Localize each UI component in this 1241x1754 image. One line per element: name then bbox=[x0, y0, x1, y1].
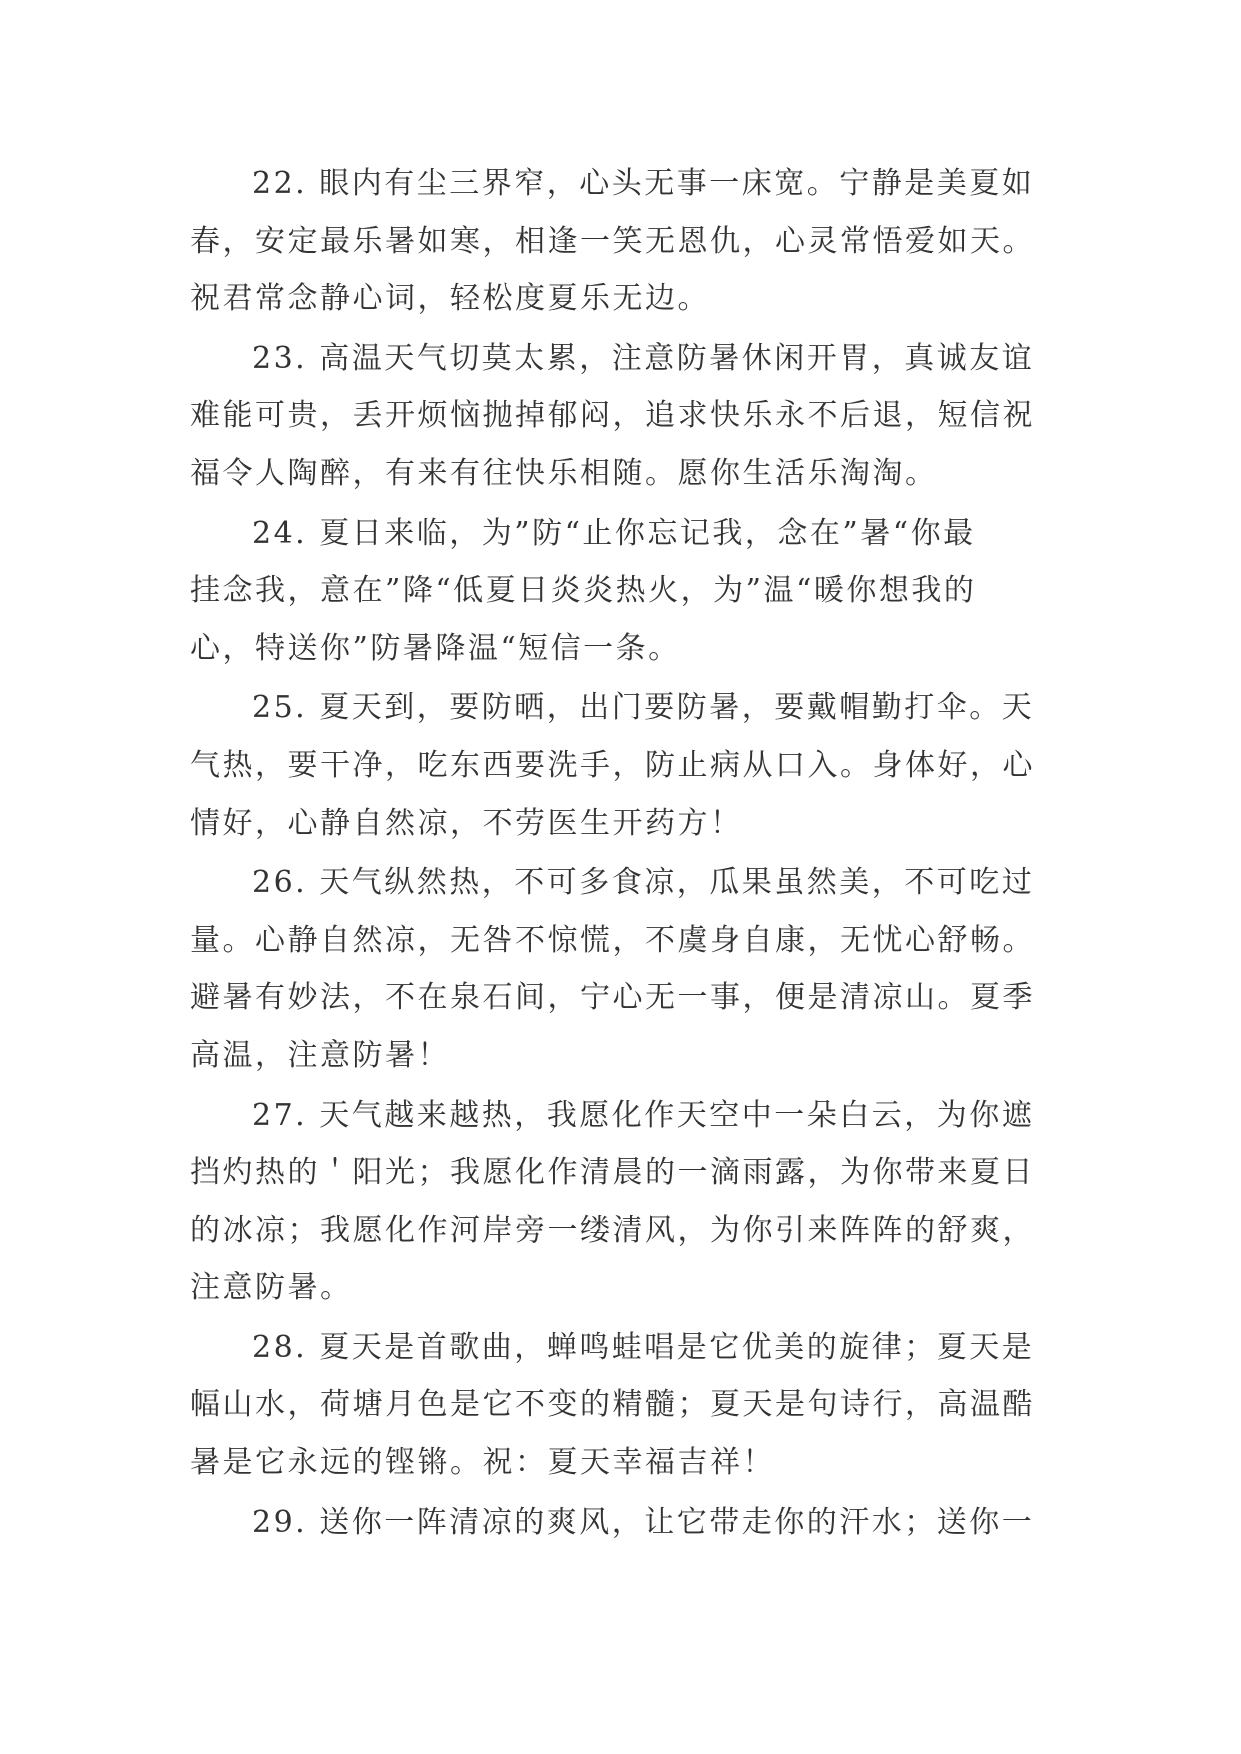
text-line: 气热，要干净，吃东西要洗手，防止病从口入。身体好，心 bbox=[190, 747, 1035, 783]
paragraph-22 bbox=[190, 155, 1090, 328]
text-line: 挡灼热的＇阳光；我愿化作清晨的一滴雨露，为你带来夏日 bbox=[190, 1155, 1035, 1191]
paragraph-29 bbox=[190, 1494, 1090, 1552]
text-line: 暑是它永远的铿锵。祝：夏天幸福吉祥！ bbox=[190, 1445, 775, 1481]
text-line: 27. 天气越来越热，我愿化作天空中一朵白云，为你遮 bbox=[252, 1097, 1035, 1133]
text-line: 注意防暑。 bbox=[190, 1270, 353, 1306]
text-line: 避暑有妙法，不在泉石间，宁心无一事，便是清凉山。夏季 bbox=[190, 980, 1035, 1016]
text-line: 难能可贵，丢开烦恼抛掉郁闷，追求快乐永不后退，短信祝 bbox=[190, 398, 1035, 434]
text-line: 的冰凉；我愿化作河岸旁一缕清风，为你引来阵阵的舒爽， bbox=[190, 1212, 1035, 1248]
text-line: 高温，注意防暑！ bbox=[190, 1037, 450, 1073]
paragraph-27 bbox=[190, 1087, 1090, 1317]
document-body bbox=[190, 155, 1090, 1553]
text-line: 情好，心静自然凉，不劳医生开药方！ bbox=[190, 805, 743, 841]
paragraph-28 bbox=[190, 1319, 1090, 1492]
text-line: 挂念我，意在”降“低夏日炎炎热火，为”温“暖你想我的 bbox=[190, 573, 977, 609]
paragraph-26 bbox=[190, 854, 1090, 1084]
paragraph-25 bbox=[190, 679, 1090, 852]
text-line: 25. 夏天到，要防晒，出门要防暑，要戴帽勤打伞。天 bbox=[252, 690, 1035, 726]
text-line: 福令人陶醉，有来有往快乐相随。愿你生活乐淘淘。 bbox=[190, 455, 938, 491]
text-line: 祝君常念静心词，轻松度夏乐无边。 bbox=[190, 281, 710, 317]
text-line: 春，安定最乐暑如寒，相逢一笑无恩仇，心灵常悟爱如天。 bbox=[190, 223, 1035, 259]
text-line: 23. 高温天气切莫太累，注意防暑休闲开胃，真诚友谊 bbox=[252, 340, 1035, 376]
paragraph-23 bbox=[190, 330, 1090, 503]
text-line: 心，特送你”防暑降温“短信一条。 bbox=[190, 630, 681, 666]
paragraph-24 bbox=[190, 505, 1090, 678]
text-line: 28. 夏天是首歌曲，蝉鸣蛙唱是它优美的旋律；夏天是 bbox=[252, 1329, 1035, 1365]
text-line: 29. 送你一阵清凉的爽风，让它带走你的汗水；送你一 bbox=[252, 1504, 1035, 1540]
text-line: 22. 眼内有尘三界窄，心头无事一床宽。宁静是美夏如 bbox=[252, 166, 1035, 201]
text-line: 量。心静自然凉，无咎不惊慌，不虞身自康，无忧心舒畅。 bbox=[190, 922, 1035, 958]
text-line: 26. 天气纵然热，不可多食凉，瓜果虽然美，不可吃过 bbox=[252, 865, 1035, 901]
text-line: 幅山水，荷塘月色是它不变的精髓；夏天是句诗行，高温酷 bbox=[190, 1387, 1035, 1423]
text-line: 24. 夏日来临，为”防“止你忘记我，念在”暑“你最 bbox=[252, 515, 976, 551]
